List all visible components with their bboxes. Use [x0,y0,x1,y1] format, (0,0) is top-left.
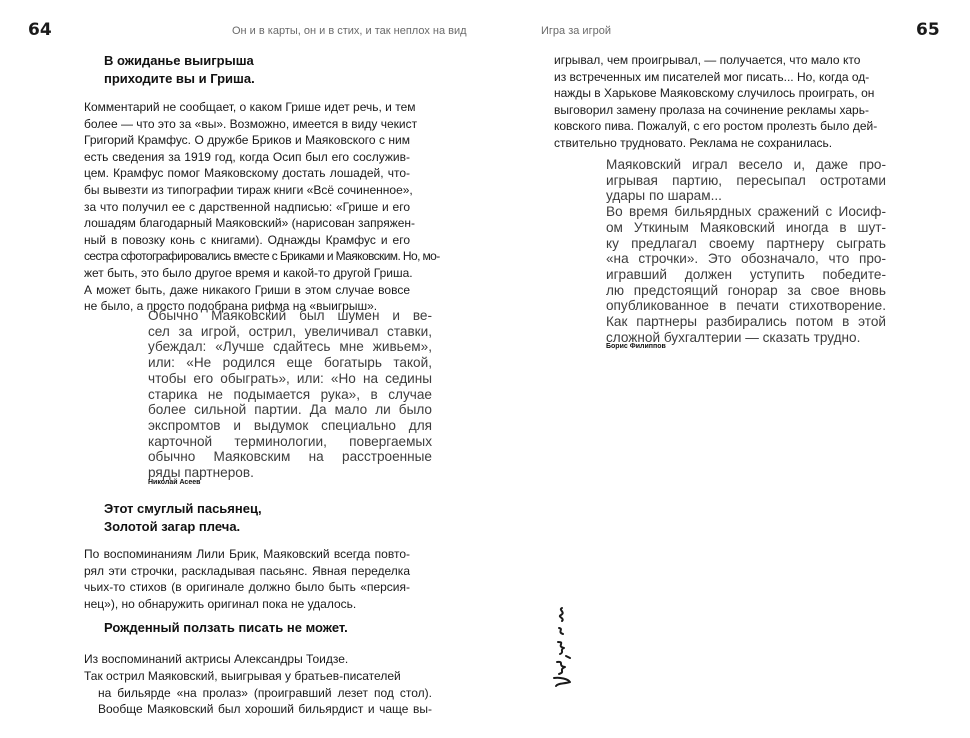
heading-line: В ожиданье выигрыша [104,53,254,68]
page-number-right: 65 [916,20,940,40]
quote-filippov [606,157,886,345]
text-line: ствительно трудновато. Реклама не сохранилась. [554,135,833,150]
quote-line: обычно Маяковским на расстроенные [148,449,432,465]
paragraph-toidze [84,651,410,668]
quote-line: старика не подымается рука», в случае [148,386,432,402]
quote-line: Как партнеры разбирались потом в этой [606,314,886,330]
page-number-left: 64 [28,20,52,40]
text-line: По воспоминаниям Лили Брик, Маяковский всегда повто- [84,547,410,561]
text-line: есть сведения за 1919 год, когда Осип был его сослужив- [84,149,410,164]
quote-line: игрывая партию, пересыпал остротами [606,172,886,188]
quote-aseev [148,308,432,481]
text-line: чьих-то стихов (в оригинале должно было быть «персия- [84,580,410,595]
heading-line: приходите вы и Гриша. [104,71,255,86]
quote-line: лю предстоящий гонорар за свое вновь [606,282,886,298]
quote-line: Маяковский играл весело и, даже про- [606,157,886,172]
text-line: Комментарий не сообщает, о каком Грише идет речь, и тем [84,100,416,114]
text-line: цем. Крамфус помог Маяковскому достать лошадей, что- [84,166,410,181]
quote-line: ом Уткиным Маяковский иногда в шут- [606,219,886,235]
running-head-right: Игра за игрой [541,25,611,37]
quote-line: Во время бильярдных сражений с Иосиф- [606,204,886,220]
text-line: сестра сфотографировались вместе с Бриками и Маяковским. Но, мо- [84,249,440,264]
quote-line: сложной бухгалтерии — сказать трудно. [606,329,861,345]
paragraph-kharkov [554,52,878,152]
quote-line: удары по шарам... [606,188,722,204]
text-line: на бильярде «на пролаз» (проигравший лезет под стол). [98,685,432,700]
quote-author-aseev: Николай Асеев [148,479,201,486]
text-line: Григорий Крамфус. О дружбе Бриков и Маяковского с ним [84,133,410,148]
text-line: лошадям благодарный Маяковский» (нарисован запряжен- [84,216,416,231]
text-line: игрывал, чем проигрывал, — получается, что мало кто [554,53,861,67]
heading-line: Золотой загар плеча. [104,519,241,534]
heading-born-to-crawl: Рожденный ползать писать не может. [104,620,348,635]
paragraph-kramfus [84,99,440,315]
quote-line: убеждал: «Лучше сдайтесь мне живьем», [148,339,432,355]
quote-line: Обычно Маяковский был шумен и ве- [148,308,432,323]
quote-line: ку предлагал своему партнеру сыграть [606,235,886,251]
quote-line: игравший должен уступить победите- [606,266,886,282]
text-line: более — что это за «вы». Возможно, имеется в виду чекист [84,116,418,131]
text-line: рял эти строчки, раскладывая пасьянс. Явная переделка [84,563,410,578]
text-line: из встреченных им писателей мог писать... Но, когда од- [554,69,870,84]
text-line: жет быть, это было другое время и какой-то другой Гриша. [84,265,413,280]
text-line: бы вывезти из типографии тираж книги «Всё сочиненное», [84,182,413,197]
text-line: Так острил Маяковский, выигрывая у братьев-писателей [84,669,401,683]
running-head-left: Он и в карты, он и в стих, и так неплох на вид [232,25,467,37]
text-line: не было, а просто подобрана рифма на «выигрыш». [84,299,378,314]
paragraph-billiards [84,668,432,718]
text-line: Вообще Маяковский был хороший бильярдист и чаще вы- [98,702,432,717]
quote-line: ряды партнеров. [148,465,254,481]
text-line: А может быть, даже никакого Гриши в этом случае вовсе [84,282,410,297]
heading-line: Этот смуглый пасьянец, [104,501,262,516]
text-line: нец»), но обнаружить оригинал пока не удалось. [84,596,357,611]
heading-waiting-for-winnings [104,52,255,88]
quote-line: сел за игрой, острил, увеличивал ставки, [148,323,432,339]
text-line: Из воспоминаний актрисы Александры Тоидзе. [84,652,349,666]
text-line: за что получил ее с дарственной надписью: «Грише и его [84,199,410,214]
heading-swarthy-solitaire [104,500,262,536]
text-line: ковского пива. Пожалуй, с его ростом пролезть было дей- [554,119,878,134]
quote-line: карточной терминологии, повергаемых [148,433,432,449]
text-line: ный в повозку конь с книгами). Однажды Крамфус и его [84,232,410,247]
text-line: выговорил замену пролаза на сочинение рекламы харь- [554,102,869,117]
quote-line: более сильной партии. Да мало ли было [148,402,432,418]
quote-line: или: «Не родился еще богатырь такой, [148,355,432,371]
quote-line: «на строчки». Это обозначало, что про- [606,251,886,267]
handwritten-signature-icon [548,604,576,690]
quote-author-filippov: Борис Филиппов [606,343,666,350]
text-line: нажды в Харькове Маяковскому случилось проиграть, он [554,86,875,101]
quote-line: экспромтов и выдумок специально для [148,417,432,433]
paragraph-lili-brik [84,546,410,612]
quote-line: опубликованное в печати стихотворение. [606,298,886,314]
quote-line: чтобы его обыграть», или: «Но на седины [148,370,432,386]
